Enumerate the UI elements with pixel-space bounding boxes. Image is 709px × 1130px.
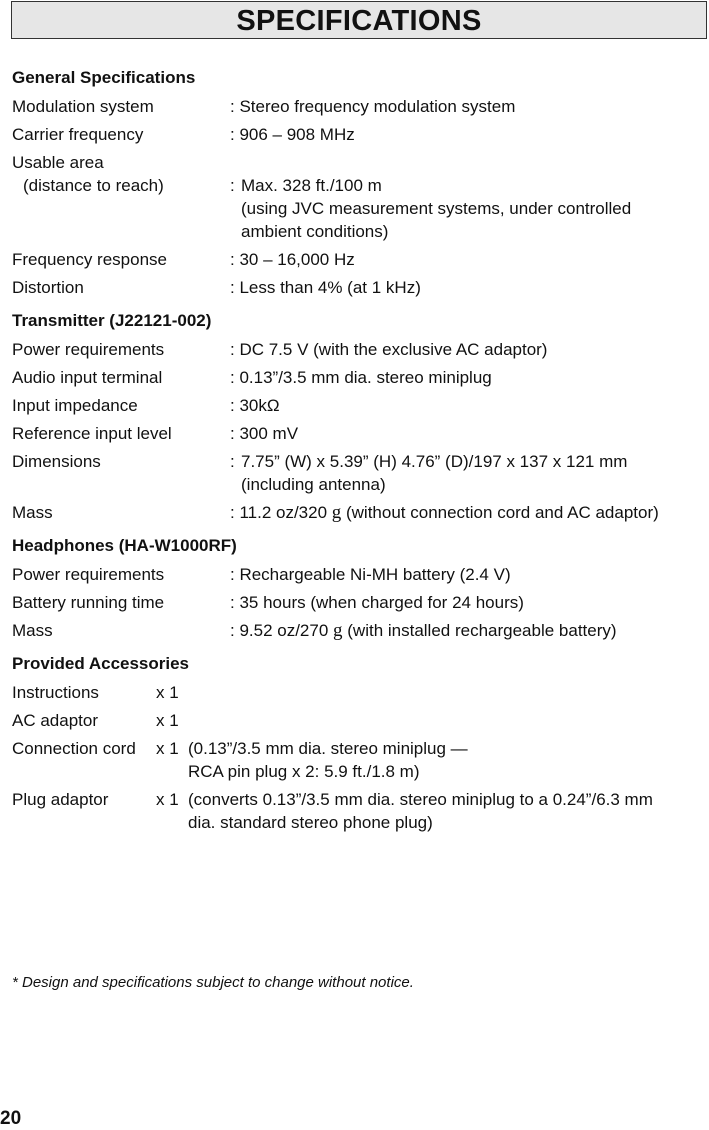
headphones-heading: Headphones (HA-W1000RF) — [12, 536, 237, 555]
spec-value: : Stereo frequency modulation system — [230, 97, 516, 116]
spec-row-headphone-power — [12, 563, 704, 586]
spec-value-line: (including antenna) — [241, 475, 386, 494]
spec-label: Power requirements — [12, 565, 165, 584]
accessory-row-ac-adaptor — [12, 709, 704, 732]
accessory-note — [188, 788, 704, 834]
accessory-row-plug-adaptor — [12, 788, 704, 834]
accessory-label: Instructions — [12, 683, 99, 702]
spec-value: : 906 – 908 MHz — [230, 125, 355, 144]
spec-label: Modulation system — [12, 97, 154, 116]
spec-value-text: : 11.2 oz/320 — [230, 503, 332, 522]
accessory-label: AC adaptor — [12, 711, 98, 730]
accessory-quantity: x 1 — [156, 683, 179, 702]
general-specifications-heading: General Specifications — [12, 68, 196, 87]
spec-label-line: (distance to reach) — [23, 176, 164, 195]
spec-label — [12, 151, 230, 243]
spec-row-distortion — [12, 276, 704, 299]
spec-row-modulation — [12, 95, 704, 118]
spec-value: : 35 hours (when charged for 24 hours) — [230, 593, 524, 612]
spec-label: Carrier frequency — [12, 125, 144, 144]
spec-value — [230, 619, 617, 642]
spec-row-mass-transmitter — [12, 501, 704, 524]
spec-label: Dimensions — [12, 452, 101, 471]
spec-row-battery-time — [12, 591, 704, 614]
accessory-note-line: dia. standard stereo phone plug) — [188, 813, 433, 832]
accessory-label: Plug adaptor — [12, 790, 109, 809]
accessory-note — [188, 737, 704, 783]
spec-label: Battery running time — [12, 593, 165, 612]
spec-label: Power requirements — [12, 340, 165, 359]
transmitter-heading: Transmitter (J22121-002) — [12, 311, 212, 330]
spec-row-dimensions — [12, 450, 704, 496]
colon: : — [230, 452, 235, 471]
accessory-row-instructions — [12, 681, 704, 704]
spec-value-line: 7.75” (W) x 5.39” (H) 4.76” (D)/197 x 137 x 121 mm — [241, 452, 628, 471]
accessory-note-line: RCA pin plug x 2: 5.9 ft./1.8 m) — [188, 762, 420, 781]
accessory-quantity: x 1 — [156, 711, 179, 730]
accessory-note-line: (0.13”/3.5 mm dia. stereo miniplug — — [188, 739, 468, 758]
spec-value-text: (without connection cord and AC adaptor) — [341, 503, 659, 522]
spec-value: : Less than 4% (at 1 kHz) — [230, 278, 421, 297]
spec-label: Reference input level — [12, 424, 172, 443]
accessories-heading: Provided Accessories — [12, 654, 190, 673]
spec-value: : 30 – 16,000 Hz — [230, 250, 355, 269]
spec-label-line: Usable area — [12, 153, 104, 172]
page-number: 20 — [0, 1108, 22, 1129]
gram-unit: g — [331, 502, 342, 523]
spec-label: Input impedance — [12, 396, 138, 415]
page-title: SPECIFICATIONS — [11, 1, 707, 39]
spec-value-blank-line — [230, 151, 704, 174]
spec-value: : 30kΩ — [230, 396, 280, 415]
gram-unit: g — [333, 620, 343, 641]
spec-row-power — [12, 338, 704, 361]
spec-value — [230, 501, 659, 524]
spec-value-line: Max. 328 ft./100 m — [241, 176, 382, 195]
spec-label: Mass — [12, 621, 53, 640]
spec-label: Distortion — [12, 278, 84, 297]
spec-value: : 300 mV — [230, 424, 299, 443]
spec-value: : 0.13”/3.5 mm dia. stereo miniplug — [230, 368, 492, 387]
spec-value: : Rechargeable Ni-MH battery (2.4 V) — [230, 565, 511, 584]
accessory-label: Connection cord — [12, 739, 136, 758]
spec-row-reference-level — [12, 422, 704, 445]
spec-row-impedance — [12, 394, 704, 417]
accessory-quantity: x 1 — [156, 739, 179, 758]
spec-value — [230, 450, 704, 496]
spec-row-mass-headphones — [12, 619, 704, 642]
spec-row-usable-area — [12, 151, 704, 243]
spec-label: Frequency response — [12, 250, 167, 269]
spec-value — [230, 151, 704, 243]
spec-value-line: ambient conditions) — [241, 222, 389, 241]
colon: : — [230, 176, 235, 195]
spec-value-line: (using JVC measurement systems, under controlled — [241, 199, 632, 218]
accessory-quantity: x 1 — [156, 790, 179, 809]
spec-label: Mass — [12, 503, 53, 522]
spec-row-frequency-response — [12, 248, 704, 271]
footnote: * Design and specifications subject to change without notice. — [12, 974, 414, 991]
specifications-content — [12, 66, 704, 839]
spec-row-audio-input — [12, 366, 704, 389]
spec-value: : DC 7.5 V (with the exclusive AC adaptor) — [230, 340, 548, 359]
spec-label: Audio input terminal — [12, 368, 163, 387]
spec-value-text: (with installed rechargeable battery) — [342, 621, 617, 640]
spec-value-text: : 9.52 oz/270 — [230, 621, 334, 640]
accessory-row-connection-cord — [12, 737, 704, 783]
spec-row-carrier — [12, 123, 704, 146]
accessory-note-line: (converts 0.13”/3.5 mm dia. stereo miniplug to a 0.24”/6.3 mm — [188, 790, 653, 809]
